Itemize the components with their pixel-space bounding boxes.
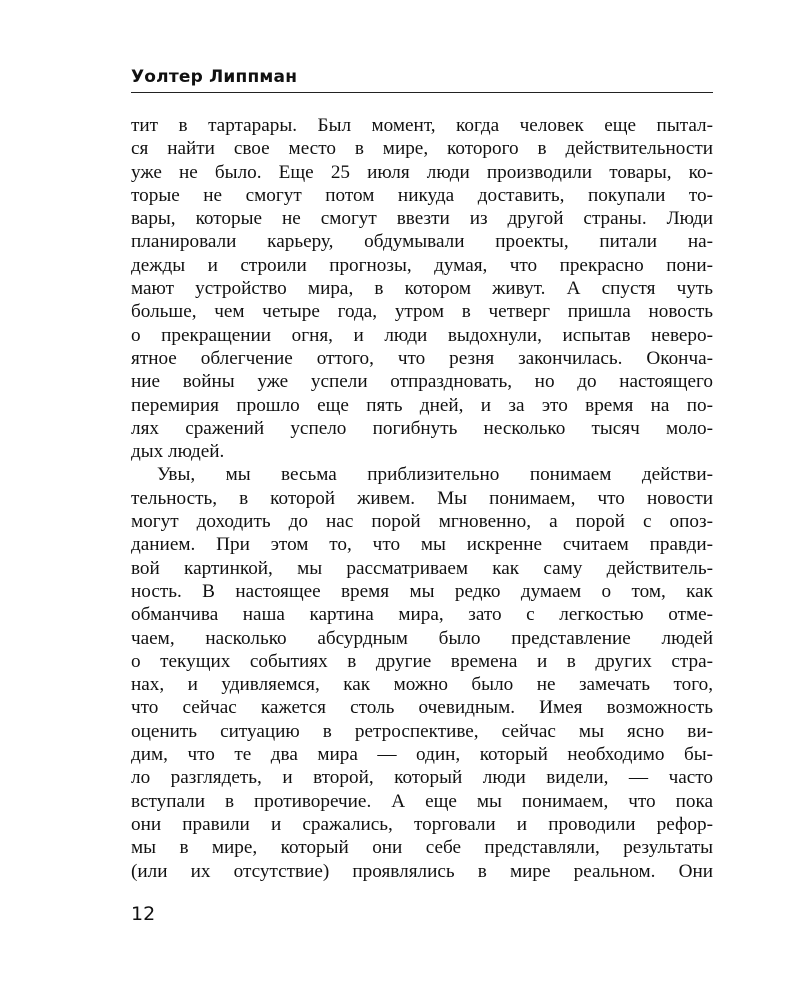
text-line: могут доходить до нас порой мгновенно, а порой с опоз- [131, 511, 713, 533]
text-line: лях сражений успело погибнуть несколько тысяч моло- [131, 417, 713, 439]
text-line: что сейчас кажется столь очевидным. Имея возможность [131, 697, 713, 719]
text-line: мают устройство мира, в котором живут. А спустя чуть [131, 278, 713, 300]
text-line: дежды и строили прогнозы, думая, что прекрасно пони- [131, 254, 713, 276]
text-line: нах, и удивляемся, как можно было не замечать того, [131, 674, 713, 696]
text-line: ятное облегчение оттого, что резня закончилась. Оконча- [131, 347, 713, 369]
text-line: чаем, насколько абсурдным было представление людей [131, 627, 713, 649]
running-head-author: Уолтер Липпман [131, 67, 298, 87]
text-line: тит в тартарары. Был момент, когда человек еще пытал- [131, 115, 713, 136]
text-line: уже не было. Еще 25 июля люди производили товары, ко- [131, 161, 713, 183]
text-line: о прекращении огня, и люди выдохнули, испытав невеpо- [131, 324, 713, 346]
text-line: о текущих событиях в другие времена и в других стра- [131, 650, 713, 672]
text-line: Увы, мы весьма приблизительно понимаем действи- [157, 464, 713, 486]
text-line: вступали в противоречие. А еще мы понимаем, что пока [131, 790, 713, 812]
paragraph-1 [131, 114, 713, 463]
text-line: перемирия прошло еще пять дней, и за это время на по- [131, 394, 713, 416]
text-line: ние войны уже успели отпраздновать, но до настоящего [131, 371, 713, 393]
text-line: вой картинкой, мы рассматриваем как саму действитель- [131, 557, 713, 579]
text-line: дим, что те два мира — один, который необходимо бы- [131, 744, 713, 766]
text-line: дых людей. [131, 441, 225, 463]
text-line: данием. При этом то, что мы искренне считаем правди- [131, 534, 713, 556]
text-line: мы в мире, который они себе представляли, результаты [131, 837, 713, 859]
text-line: ность. В настоящее время мы редко думаем о том, как [131, 580, 713, 602]
text-line: они правили и сражались, торговали и проводили рефор- [131, 813, 713, 835]
text-line: обманчива наша картина мира, зато с легкостью отме- [131, 604, 713, 626]
text-line: ся найти свое место в мире, которого в действительности [131, 138, 713, 160]
text-line: планировали карьеру, обдумывали проекты, питали на- [131, 231, 713, 253]
text-line: больше, чем четыре года, утром в четверг пришла новость [131, 301, 713, 323]
text-line: тельность, в которой живем. Мы понимаем, что новости [131, 487, 713, 509]
paragraph-2 [131, 463, 713, 882]
body-text [131, 114, 713, 883]
text-line: торые не смогут потом никуда доставить, покупали то- [131, 184, 713, 206]
text-line: ло разглядеть, и второй, который люди видели, — часто [131, 767, 713, 789]
text-line: оценить ситуацию в ретроспективе, сейчас мы ясно ви- [131, 720, 713, 742]
header-rule [131, 92, 713, 93]
text-line: вары, которые не смогут ввезти из другой страны. Люди [131, 208, 713, 230]
page-number: 12 [131, 903, 156, 925]
text-line: (или их отсутствие) проявлялись в мире реальном. Они [131, 860, 713, 882]
